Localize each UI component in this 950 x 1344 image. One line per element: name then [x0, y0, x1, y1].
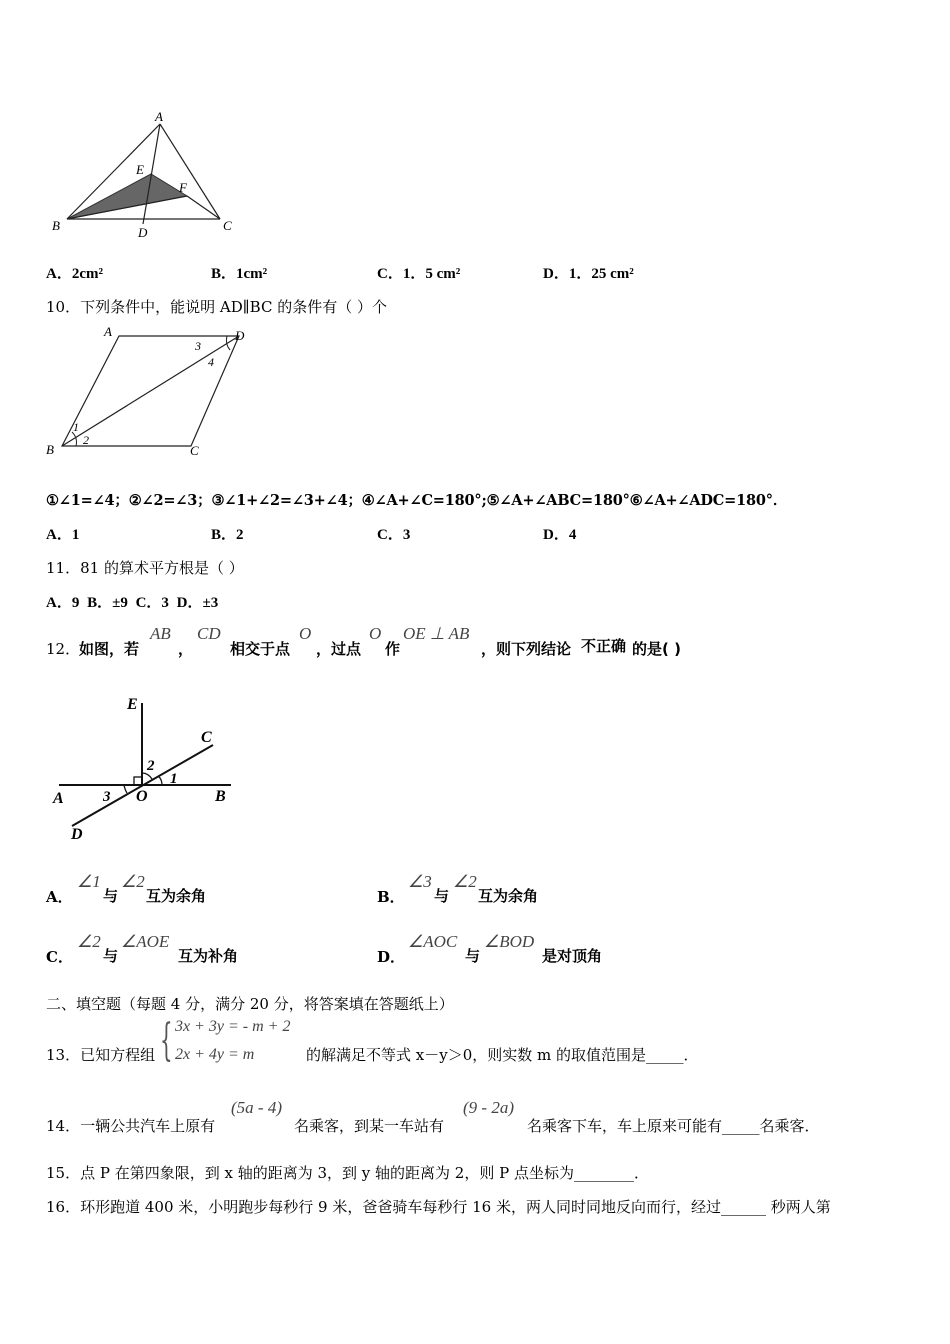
q12-option-d[interactable]: [377, 932, 677, 972]
q12-label-3: 3: [103, 789, 111, 805]
q12-label-1: 1: [170, 771, 178, 787]
q12-option-a[interactable]: [46, 872, 346, 912]
q12-option-a-math2: ∠2: [121, 872, 145, 891]
q9-side-ac: [160, 124, 220, 219]
q14-math-passengers: (5a - 4): [231, 1098, 282, 1117]
q12-arc-angle-3: [124, 785, 127, 793]
q12-label-b: B: [215, 788, 226, 805]
q10-conditions: ①∠1=∠4；②∠2=∠3；③∠1+∠2=∠3+∠4；④∠A+∠C=180°;⑤∠A+∠ABC=180°⑥∠A+∠ADC=180°．: [46, 492, 788, 509]
q12-option-d-math1: ∠AOC: [408, 932, 458, 951]
q10-parallelogram-figure: [42, 322, 257, 462]
q10-label-b: B: [46, 442, 54, 457]
q9-label-a: A: [155, 109, 163, 124]
q12-option-c-math1: ∠2: [77, 932, 101, 951]
q10-label-c: C: [190, 443, 199, 458]
q11-options[interactable]: A．9 B．±9 C．3 D．±3: [46, 595, 219, 611]
q13-lead: 13．已知方程组: [46, 1046, 156, 1064]
q12-math-cd: CD: [197, 624, 221, 643]
q10-option-a[interactable]: A．1: [46, 527, 80, 543]
q16-stem: 16．环形跑道 400 米，小明跑步每秒行 9 米，爸爸骑车每秒行 16 米，两人同时同地反向而行，经过______ 秒两人第: [46, 1198, 831, 1216]
q10-angle-1: 1: [73, 420, 79, 434]
q12-text-incorrect: 不正确: [581, 637, 627, 655]
q12-option-b[interactable]: [377, 872, 677, 912]
q10-label-a: A: [104, 324, 112, 339]
q12-option-d-word2: 是对顶角: [542, 947, 603, 965]
q12-option-b-math2: ∠2: [453, 872, 477, 891]
q12-right-angle-mark: [134, 777, 142, 785]
q12-number: 12．: [46, 640, 81, 658]
q9-label-f: F: [179, 180, 187, 195]
q13-equation-2: 2x + 4y = m: [175, 1046, 255, 1063]
q12-option-c-letter: C．: [46, 948, 73, 966]
q12-math-o: O: [299, 624, 312, 643]
q12-option-b-word1: 与: [434, 887, 450, 905]
q12-option-d-word1: 与: [465, 947, 481, 965]
q12-text-6: 的是( ): [632, 640, 681, 658]
q12-arc-angle-1: [158, 776, 162, 785]
q10-label-d: D: [235, 328, 245, 343]
q14-math-alighting: (9 - 2a): [463, 1098, 514, 1117]
q10-option-c[interactable]: C．3: [377, 527, 411, 543]
q12-option-b-word2: 互为余角: [478, 887, 539, 905]
q12-option-c[interactable]: [46, 932, 346, 972]
q12-math-ab: AB: [150, 624, 171, 643]
q9-option-c[interactable]: C．1．5 cm²: [377, 266, 461, 282]
q10-angle-3: 3: [195, 339, 201, 353]
q9-triangle-figure: [45, 108, 245, 243]
q10-diagonal-bd: [62, 336, 239, 446]
q10-angle-2: 2: [83, 433, 89, 447]
q9-label-d: D: [138, 225, 148, 240]
q12-option-a-math1: ∠1: [77, 872, 101, 891]
q10-angle-4: 4: [208, 355, 214, 369]
q12-option-b-letter: B．: [377, 888, 405, 906]
q9-option-d[interactable]: D．1．25 cm²: [543, 266, 634, 282]
q12-option-c-word1: 与: [103, 947, 119, 965]
q12-math-oe-perp-ab: OE ⊥ AB: [403, 624, 470, 643]
q12-option-a-letter: A．: [46, 888, 73, 906]
q10-option-d[interactable]: D．4: [543, 527, 577, 543]
q14-lead: 14．一辆公共汽车上原有: [46, 1117, 216, 1135]
q12-label-o: O: [136, 788, 148, 805]
q14-tail: 名乘客下车，车上原来可能有_____名乘客．: [527, 1117, 820, 1135]
q12-text-2: 相交于点: [230, 640, 291, 658]
q12-math-o2: O: [369, 624, 382, 643]
q13-equation-1: 3x + 3y = - m + 2: [175, 1018, 291, 1035]
q12-label-d: D: [71, 826, 83, 843]
q9-label-e: E: [136, 162, 144, 177]
q9-label-b: B: [52, 218, 60, 233]
q9-option-a[interactable]: A．2cm²: [46, 266, 103, 282]
q12-text-4: 作: [385, 640, 401, 658]
q12-option-b-math1: ∠3: [408, 872, 432, 891]
q9-shaded-region: [67, 174, 187, 219]
q14-middle: 名乘客，到某一车站有: [294, 1117, 445, 1135]
q12-option-d-math2: ∠BOD: [484, 932, 535, 951]
q9-option-b[interactable]: B．1cm²: [211, 266, 268, 282]
q12-label-e: E: [127, 696, 138, 713]
q12-text-1: 如图，若: [79, 640, 140, 658]
q13-brace: {: [160, 1015, 173, 1066]
q12-option-a-word2: 互为余角: [146, 887, 207, 905]
q12-option-c-word2: 互为补角: [178, 947, 239, 965]
q12-separator: ，: [178, 640, 194, 658]
q12-option-c-math2: ∠AOE: [121, 932, 170, 951]
q13-tail: 的解满足不等式 x－y＞0，则实数 m 的取值范围是_____．: [306, 1046, 699, 1064]
q12-option-a-word1: 与: [103, 887, 119, 905]
q11-stem: 11．81 的算术平方根是（ ）: [46, 559, 244, 577]
q9-label-c: C: [223, 218, 232, 233]
q9-segment-fc: [187, 196, 220, 219]
q12-intersecting-lines-figure: [45, 688, 245, 848]
q12-option-d-letter: D．: [377, 948, 406, 966]
section-2-heading: 二、填空题（每题 4 分，满分 20 分，将答案填在答题纸上）: [46, 995, 454, 1013]
q12-text-5: ，则下列结论: [481, 640, 572, 658]
q10-option-b[interactable]: B．2: [211, 527, 244, 543]
q12-text-3: ，过点: [316, 640, 362, 658]
q15-stem: 15．点 P 在第四象限，到 x 轴的距离为 3，到 y 轴的距离为 2，则 P 点坐标为________．: [46, 1164, 649, 1182]
q12-label-2: 2: [147, 758, 155, 774]
q12-label-a: A: [53, 790, 64, 807]
q12-label-c: C: [201, 729, 212, 746]
q10-stem: 10．下列条件中，能说明 AD∥BC 的条件有（ ）个: [46, 298, 387, 316]
